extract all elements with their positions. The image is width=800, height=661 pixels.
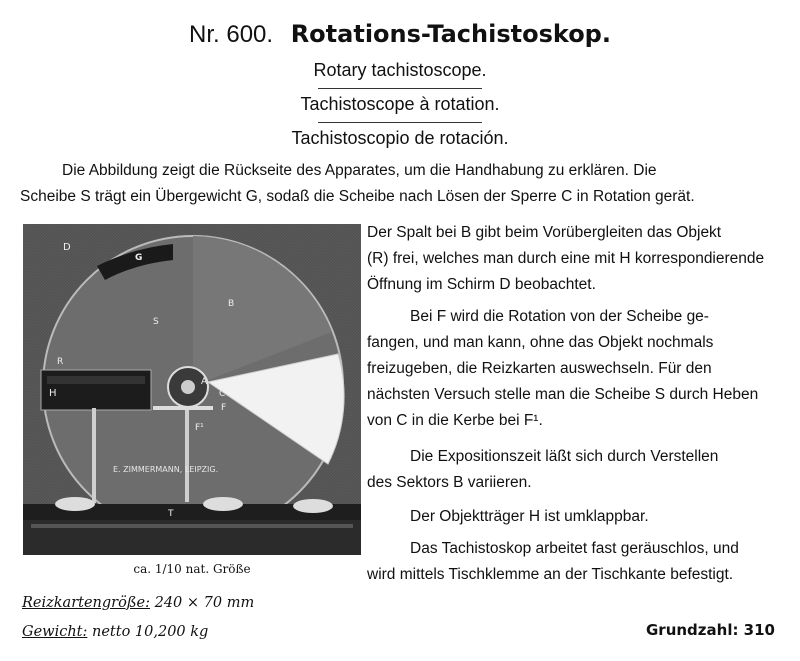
subtitle-spanish: Tachistoscopio de rotación. [291, 128, 509, 148]
label-c: C [219, 389, 226, 399]
product-title: Rotations-Tachistoskop. [290, 20, 611, 48]
p1-line-1: Der Spalt bei B gibt beim Vorübergleiten das Objekt [367, 224, 722, 241]
divider-2 [318, 122, 482, 123]
catalog-number: Nr. 600. [189, 21, 274, 48]
label-r: R [57, 357, 64, 367]
p3-line-1: Die Expositionszeit läßt sich durch Verstellen [410, 448, 719, 465]
page-title [0, 20, 800, 49]
p2-line-3: freizugeben, die Reizkarten auswechseln. Für den [367, 360, 712, 377]
label-t: T [168, 509, 174, 519]
label-b: B [228, 299, 235, 309]
p5-line-2: wird mittels Tischklemme an der Tischkante befestigt. [367, 566, 734, 583]
p2-line-4: nächsten Versuch stelle man die Scheibe S durch Heben [367, 386, 759, 403]
spec-weight [22, 624, 208, 640]
weight-label: Gewicht: [22, 624, 88, 640]
maker-plate: E. ZIMMERMANN, LEIPZIG. [113, 465, 219, 474]
label-f: F [221, 403, 227, 413]
divider-1 [318, 88, 482, 89]
base-number: Grundzahl: 310 [645, 621, 775, 639]
label-a: A [201, 377, 208, 387]
p1-line-2: (R) frei, welches man durch eine mit H korrespondierende [367, 250, 765, 267]
label-s: S [153, 317, 159, 327]
figure-caption: ca. 1/10 nat. Größe [133, 562, 251, 576]
apparatus-figure [23, 224, 361, 555]
card-size-value: 240 × 70 mm [154, 595, 255, 611]
p5-line-1: Das Tachistoskop arbeitet fast geräuschlos, und [410, 540, 739, 557]
label-h: H [49, 388, 57, 399]
catch-f [153, 406, 213, 410]
subtitle-english: Rotary tachistoscope. [313, 60, 487, 80]
p4-line-1: Der Objektträger H ist umklappbar. [410, 508, 649, 525]
spec-card-size [22, 595, 254, 611]
subtitle-french: Tachistoscope à rotation. [300, 94, 500, 114]
label-g: G [135, 253, 143, 263]
p2-line-1: Bei F wird die Rotation von der Scheibe ge- [410, 308, 709, 325]
p1-line-3: Öffnung im Schirm D beobachtet. [367, 276, 596, 293]
p2-line-2: fangen, und man kann, ohne das Objekt nochmals [367, 334, 714, 351]
weight-value: netto 10,200 kg [92, 624, 209, 640]
label-f1: F¹ [195, 423, 204, 433]
p2-line-5: von C in die Kerbe bei F¹. [367, 412, 543, 429]
label-d: D [63, 242, 71, 253]
intro-line-2: Scheibe S trägt ein Übergewicht G, sodaß die Scheibe nach Lösen der Sperre C in Rotation gerät. [20, 188, 695, 205]
intro-line-1: Die Abbildung zeigt die Rückseite des Apparates, um die Handhabung zu erklären. Die [62, 162, 657, 179]
card-size-label: Reizkartengröße: [22, 595, 150, 611]
p3-line-2: des Sektors B variieren. [367, 474, 532, 491]
